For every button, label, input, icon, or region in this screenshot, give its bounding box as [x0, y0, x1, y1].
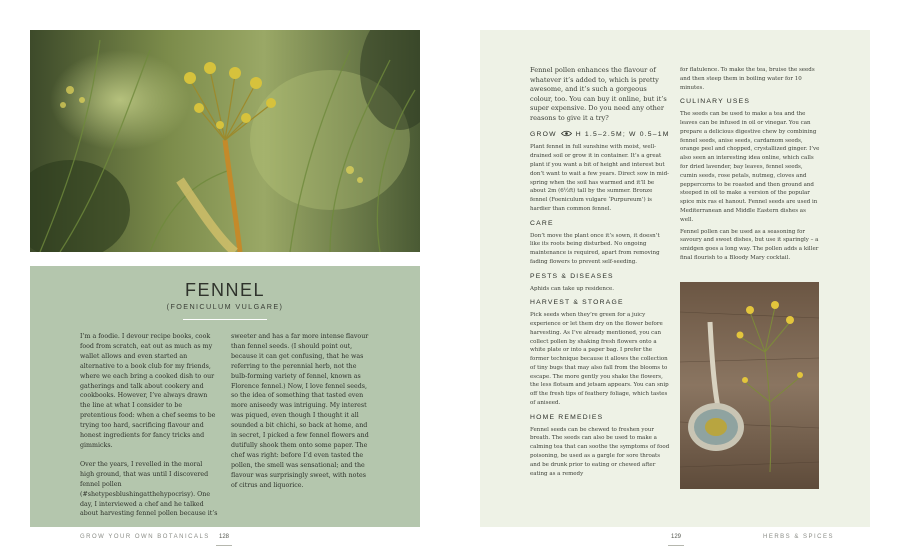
pests-heading: PESTS & DISEASES — [530, 272, 614, 280]
intro-panel — [30, 266, 420, 527]
intro-column-1 — [80, 332, 218, 528]
page-number-rule — [668, 545, 684, 546]
culinary-text: The seeds can be used to make a tea and the leaves can be infused in oil or vinegar. You can prepare a delicious digestive chew by combining fennel seeds, anise seeds, cardamom seeds, orange peel and chopped, crystallized ginger. I’ve also seen an interesting idea online, which calls for dried lavender, bay leaves, fennel seeds, cumin seeds, rose petals, nutmeg, cloves and peppercorns to be roasted and then ground and steeped in oil to make a version of the popular spice mix ras el hanout. Fennel seeds are used in Mediterranean and Middle Eastern dishes as well. — [680, 111, 820, 223]
right-column-1 — [530, 66, 670, 481]
grow-label: GROW — [530, 130, 557, 138]
latin-name: (FOENICULUM VULGARE) — [166, 302, 284, 311]
page-number-rule — [216, 545, 232, 546]
remedies-heading: HOME REMEDIES — [530, 413, 604, 421]
intro-paragraph: Over the years, I revelled in the moral high ground, that was until I discovered fennel pollen (#shetypesblushingatthehypocrisy). One day, I interviewed a chef and he talked about harvesting fennel pollen because it’s — [80, 460, 218, 518]
remedies-text: Fennel seeds can be chewed to freshen your breath. The seeds can also be used to make a calming tea that can soothe the symptoms of food poisoning, be used as a gargle for sore throats and be drunk prior to eating or chewed after eating as a remedy — [530, 426, 670, 477]
right-column-2 — [680, 66, 820, 266]
fennel-pollen-photo — [680, 282, 819, 489]
care-heading: CARE — [530, 219, 554, 227]
lead-paragraph: Fennel pollen enhances the flavour of whatever it’s added to, which is pretty awesome, and it’s such a gorgeous colour, too. You can buy it online, but it’s super expensive. Do you need any other reasons to give it a try? — [530, 66, 667, 122]
harvest-text: Pick seeds when they’re green for a juicy experience or let them dry on the flower before harvesting. As I’ve already mentioned, you can collect pollen by shaking fresh flowers onto a white plate or into a paper bag. I prefer the former technique because it allows the collection of tiny bugs that may also fall from the blooms to escape. The more gently you shake the flowers, the less flotsam and jetsam appears. You can snip off the fresh tips of feathery foliage, which tastes of aniseed. — [530, 312, 669, 407]
eye-icon — [561, 130, 572, 141]
fennel-flower-photo — [30, 30, 420, 252]
culinary-heading: CULINARY USES — [680, 98, 751, 106]
intro-paragraph: I’m a foodie. I devour recipe books, cook food from scratch, eat out as much as my wallet allows and even started an alternative to a book club for my friends, where we each bring a cooked dish to our gatherings and talk about cookery and cookbooks. However, I’ve always drawn the line at what I consider to be pretentious food: when a chef seems to be trying too hard, sacrificing flavour and honest ingredients for fancy tricks and gimmicks. — [80, 333, 216, 449]
grow-dimensions: H 1.5–2.5M; W 0.5–1M — [575, 130, 670, 138]
culinary-text-2: Fennel pollen can be used as a seasoning for savoury and sweet dishes, but use it sparingly – a smidgen goes a long way. The pollen adds a killer final flourish to a Bloody Mary cocktail. — [680, 228, 819, 261]
title-divider — [183, 319, 267, 320]
remedies-continued: for flatulence. To make the tea, bruise the seeds and then steep them in boiling water for 10 minutes. — [680, 67, 815, 91]
footer-section-title: HERBS & SPICES — [763, 534, 835, 540]
intro-paragraph: sweeter and has a far more intense flavour than fennel seeds. (I should point out, because it can get confusing, that he was referring to the perennial herb, not the bulb-forming variety of fennel, known as Florence fennel.) Now, I love fennel seeds, so the idea of something that tasted even more aniseedy was intriguing. My interest was piqued, even though I thought it all sounded a bit chichi, so back at home, and in secret, I picked a few fennel flowers and dutifully shook them onto some paper. The chef was right: before I’d even tasted the pollen, the smell was sensational; and the flavour was surprisingly sweet, with notes of citrus and liquorice. — [231, 333, 369, 489]
page-number-left: 128 — [219, 534, 230, 540]
footer-book-title: GROW YOUR OWN BOTANICALS — [80, 534, 210, 540]
page-title: FENNEL — [184, 280, 265, 300]
harvest-heading: HARVEST & STORAGE — [530, 299, 624, 307]
grow-text: Plant fennel in full sunshine with moist, well-drained soil or grow it in container. It’s a great plant if you want a bit of height and interest but don’t want to wait a few years. Direct sow in mid-spring when the soil has warmed and it’ll be about 2m (6½ft) tall by the summer. Bronze fennel (Foeniculum vulgare ‘Purpureum’) is hardier than common fennel. — [530, 144, 669, 212]
intro-column-2 — [231, 332, 369, 500]
grow-heading — [530, 130, 670, 141]
care-text: Don’t move the plant once it’s sown, it doesn’t like its roots being disturbed. No ongoing maintenance is required, apart from removing fading flowers to prevent self-seeding. — [530, 232, 660, 265]
pests-text: Aphids can take up residence. — [530, 285, 615, 292]
page-number-right: 129 — [671, 534, 682, 540]
